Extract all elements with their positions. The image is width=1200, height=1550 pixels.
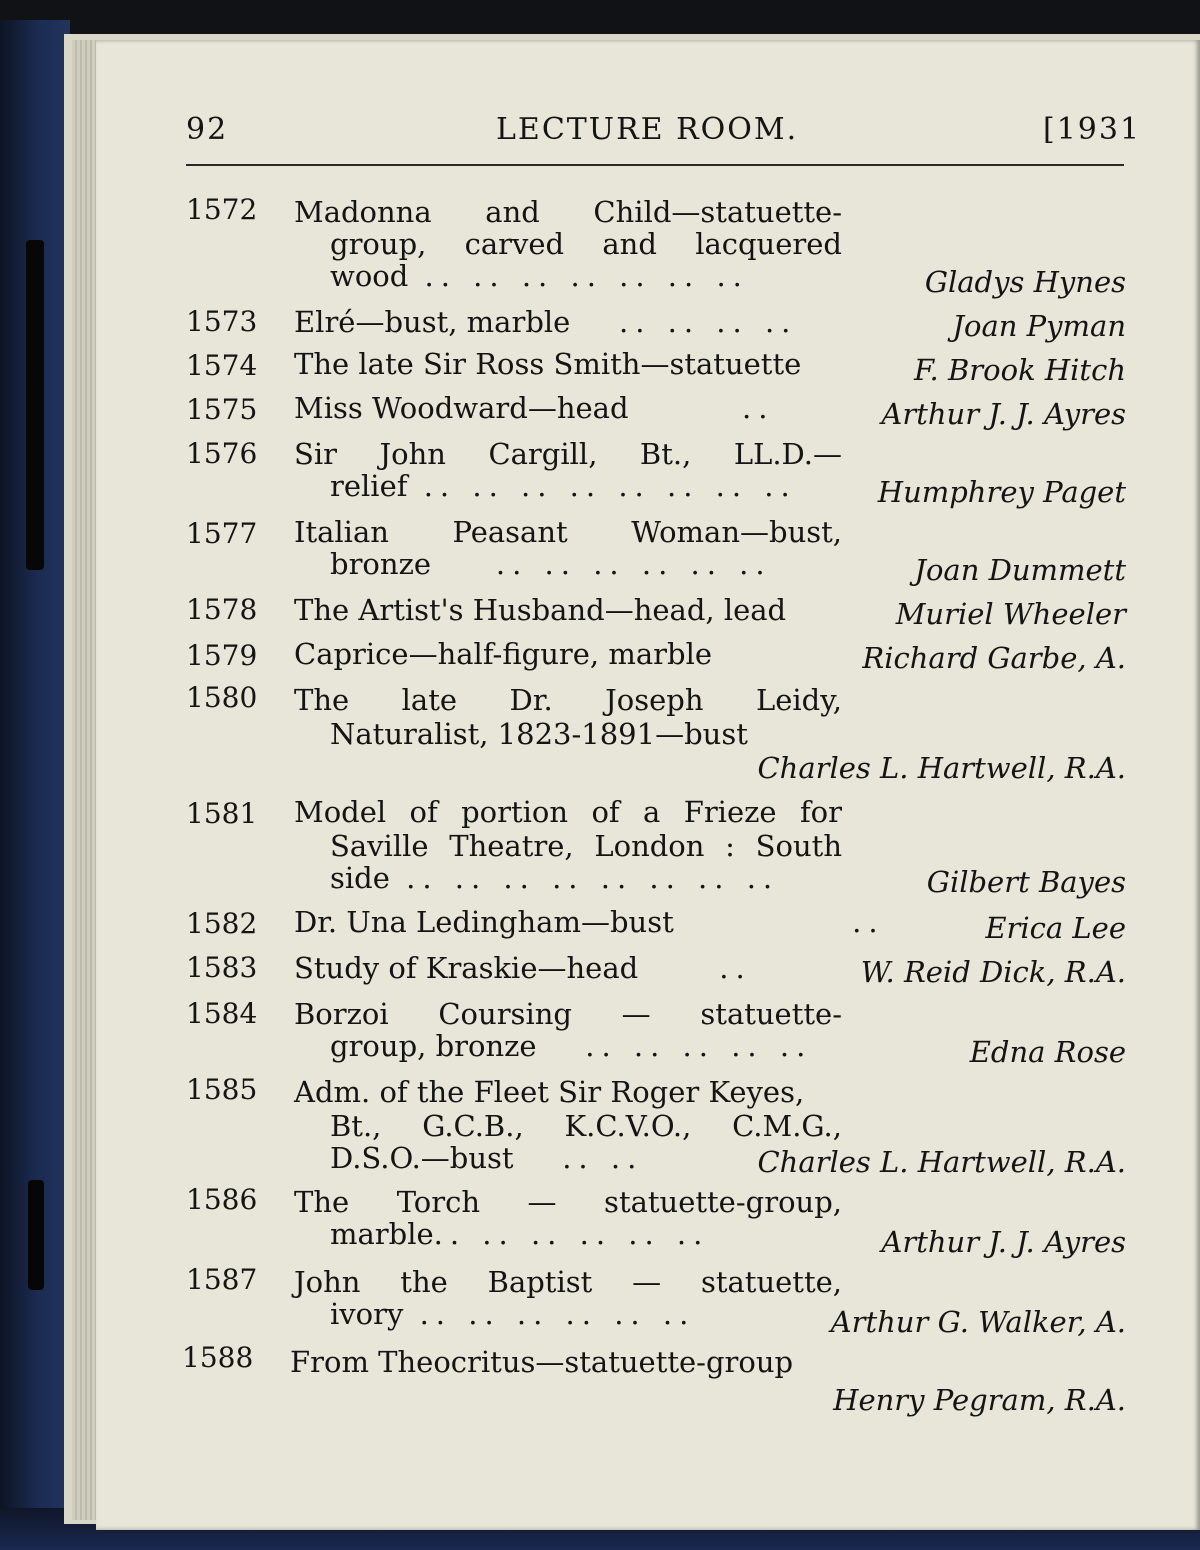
entry-number: 1573	[186, 305, 258, 338]
entry-number: 1583	[186, 951, 258, 984]
entry-title-line: Caprice—half-figure, marble	[294, 637, 713, 671]
entry-artist: Humphrey Paget	[877, 475, 1126, 509]
entry-title-line: wood .. .. .. .. .. .. ..	[330, 259, 749, 293]
entry-title-line: Adm. of the Fleet Sir Roger Keyes,	[294, 1075, 805, 1109]
entry-artist: Gilbert Bayes	[926, 865, 1126, 899]
entry-title-line: Madonna and Child—statuette-	[294, 195, 842, 229]
entry-title-line: ivory .. .. .. .. .. ..	[330, 1297, 696, 1331]
entry-number: 1581	[186, 797, 258, 830]
entry-number: 1585	[186, 1073, 258, 1106]
page-number: 92	[186, 112, 229, 147]
entry-title-line: Naturalist, 1823-1891—bust	[330, 717, 748, 751]
running-year: [1931	[1043, 112, 1142, 147]
entry-artist: W. Reid Dick, R.A.	[860, 955, 1126, 989]
entry-number: 1572	[186, 193, 258, 226]
entry-title-line: The Artist's Husband—head, lead	[294, 593, 787, 627]
entry-artist: Arthur J. J. Ayres	[881, 397, 1126, 431]
entry-title-line: group, bronze .. .. .. .. ..	[330, 1029, 813, 1063]
entry-title-line: Dr. Una Ledingham—bust ..	[294, 905, 885, 939]
entry-title-line: group, carved and lacquered	[330, 227, 842, 261]
entry-artist: Richard Garbe, A.	[862, 641, 1126, 675]
entry-artist: Edna Rose	[969, 1035, 1126, 1069]
entry-artist: Charles L. Hartwell, R.A.	[757, 751, 1126, 785]
entry-number: 1578	[186, 593, 258, 626]
entry-artist: Henry Pegram, R.A.	[833, 1383, 1126, 1417]
entry-title-line: The late Dr. Joseph Leidy,	[294, 683, 842, 717]
bookmark-ribbon-lower	[28, 1180, 44, 1290]
entry-title-line: John the Baptist — statuette,	[294, 1265, 842, 1299]
entry-title-line: Study of Kraskie—head ..	[294, 951, 752, 985]
entry-artist: Arthur J. J. Ayres	[881, 1225, 1126, 1259]
entry-artist: F. Brook Hitch	[913, 353, 1126, 387]
entry-artist: Arthur G. Walker, A.	[830, 1305, 1126, 1339]
bookmark-ribbon	[26, 240, 44, 570]
entry-title-line: side .. .. .. .. .. .. .. ..	[330, 861, 780, 895]
entry-number: 1582	[186, 907, 258, 940]
entry-title-line: Saville Theatre, London : South	[330, 829, 842, 863]
entry-number: 1577	[186, 517, 258, 550]
entry-artist: Erica Lee	[985, 911, 1126, 945]
entry-title-line: Sir John Cargill, Bt., LL.D.—	[294, 437, 842, 471]
entry-title-line: From Theocritus—statuette-group	[290, 1345, 794, 1379]
entry-number: 1580	[186, 681, 258, 714]
entry-number: 1574	[186, 349, 258, 382]
entry-number: 1576	[186, 437, 258, 470]
entry-title-line: The Torch — statuette-group,	[294, 1185, 842, 1219]
entry-artist: Joan Dummett	[914, 553, 1126, 587]
entry-title-line: Elré—bust, marble .. .. .. ..	[294, 305, 798, 339]
running-title: LECTURE ROOM.	[496, 112, 799, 147]
entry-title-line: Model of portion of a Frieze for	[294, 795, 842, 829]
entry-artist: Charles L. Hartwell, R.A.	[757, 1145, 1126, 1179]
page-edges	[72, 40, 98, 1520]
entry-title-line: marble.. .. .. .. .. ..	[330, 1217, 710, 1251]
entry-title-line: Bt., G.C.B., K.C.V.O., C.M.G.,	[330, 1109, 842, 1143]
entry-title-line: Borzoi Coursing — statuette-	[294, 997, 842, 1031]
header-rule	[186, 164, 1124, 166]
entry-title-line: The late Sir Ross Smith—statuette	[294, 347, 802, 381]
entry-number: 1587	[186, 1263, 258, 1296]
entry-title-line: relief .. .. .. .. .. .. .. ..	[330, 469, 797, 503]
entry-title-line: bronze .. .. .. .. .. ..	[330, 547, 772, 581]
entry-number: 1575	[186, 393, 258, 426]
entry-title-line: Italian Peasant Woman—bust,	[294, 515, 842, 549]
entry-title-line: D.S.O.—bust .. ..	[330, 1141, 644, 1175]
entry-number: 1588	[182, 1341, 254, 1374]
entry-artist: Joan Pyman	[952, 309, 1126, 343]
entry-number: 1584	[186, 997, 258, 1030]
entry-number: 1579	[186, 639, 258, 672]
entry-artist: Gladys Hynes	[924, 265, 1126, 299]
entry-artist: Muriel Wheeler	[895, 597, 1126, 631]
entry-number: 1586	[186, 1183, 258, 1216]
entry-title-line: Miss Woodward—head ..	[294, 391, 775, 425]
